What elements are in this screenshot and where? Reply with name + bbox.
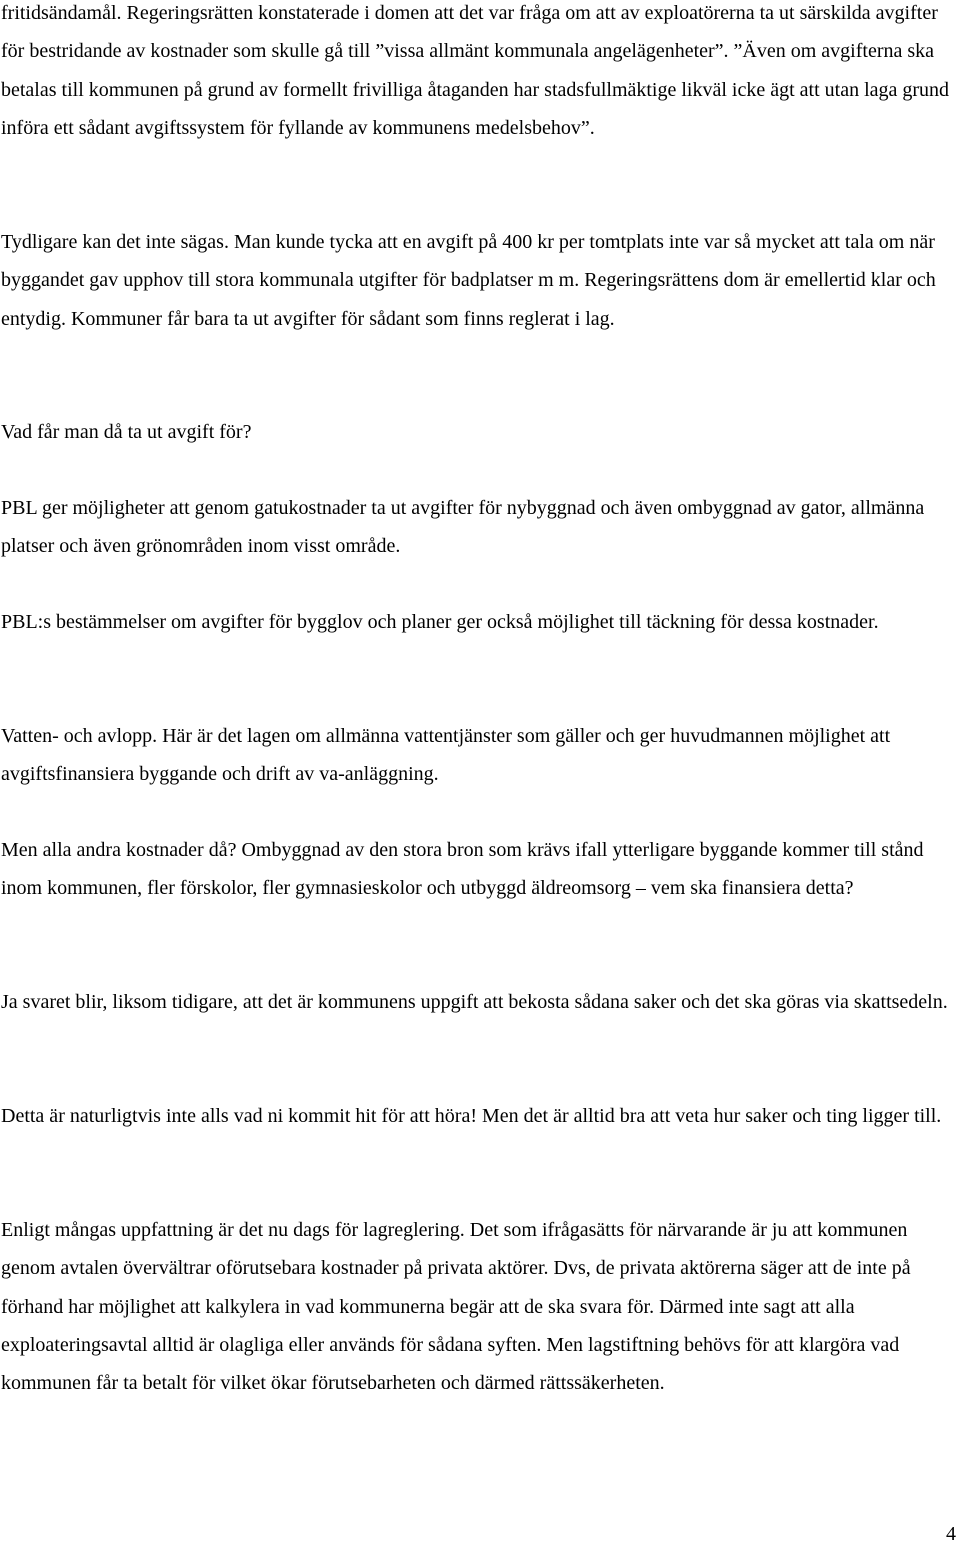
paragraph-water-sewage: Vatten- och avlopp. Här är det lagen om allmänna vattentjänster som gäller och ger huvudmannen möjlighet att avgiftsfinansiera byggande och drift av va-anläggning.	[1, 725, 891, 786]
paragraph-legislation: Enligt mångas uppfattning är det nu dags för lagreglering. Det som ifrågasätts för närvarande är ju att kommunen genom avtalen övervältrar oförutsebara kostnader på privata aktörer. Dvs, de privata aktörerna säger att de inte på förhand har möjlighet att kalkylera in vad kommunerna begär att de ska svara för. Därmed inte sagt att alla exploateringsavtal alltid är olagliga eller används för sådana syften. Men lagstiftning behövs för att klargöra vad kommunen får ta betalt för vilket ökar förutsebarheten och därmed rättssäkerheten.	[1, 1219, 911, 1395]
paragraph-pbl-street-costs: PBL ger möjligheter att genom gatukostnader ta ut avgifter för nybyggnad och även ombyggnad av gator, allmänna platser och även grönområden inom visst område.	[1, 497, 925, 558]
paragraph-pbl-permit-fees: PBL:s bestämmelser om avgifter för bygglov och planer ger också möjlighet till täckning för dessa kostnader.	[1, 611, 879, 633]
page-number: 4	[946, 1523, 956, 1545]
paragraph-other-costs: Men alla andra kostnader då? Ombyggnad av den stora bron som krävs ifall ytterligare byggande kommer till stånd inom kommunen, fler förskolor, fler gymnasieskolor och utbyggd äldreomsorg – vem ska finansiera detta?	[1, 839, 924, 900]
paragraph-court-ruling: fritidsändamål. Regeringsrätten konstaterade i domen att det var fråga om att av exploatörerna ta ut särskilda avgifter för bestridande av kostnader som skulle gå till ”vissa allmänt kommunala angelägenheter”. ”Även om avgifterna ska betalas till kommunen på grund av formellt frivilliga åtaganden har stadsfullmäktige likväl icke ägt att utan laga grund införa ett sådant avgiftssystem för fyllande av kommunens medelsbehov”.	[1, 2, 950, 139]
paragraph-clearer-statement: Tydligare kan det inte sägas. Man kunde tycka att en avgift på 400 kr per tomtplats inte var så mycket att tala om när byggandet gav upphov till stora kommunala utgifter för badplatser m m. Regeringsrättens dom är emellertid klar och entydig. Kommuner får bara ta ut avgifter för sådant som finns reglerat i lag.	[1, 231, 936, 330]
paragraph-answer-taxes: Ja svaret blir, liksom tidigare, att det är kommunens uppgift att bekosta sådana saker och det ska göras via skattsedeln.	[1, 991, 948, 1013]
paragraph-question: Vad får man då ta ut avgift för?	[1, 421, 252, 443]
paragraph-naturally: Detta är naturligtvis inte alls vad ni kommit hit för att höra! Men det är alltid bra att veta hur saker och ting ligger till.	[1, 1105, 942, 1127]
